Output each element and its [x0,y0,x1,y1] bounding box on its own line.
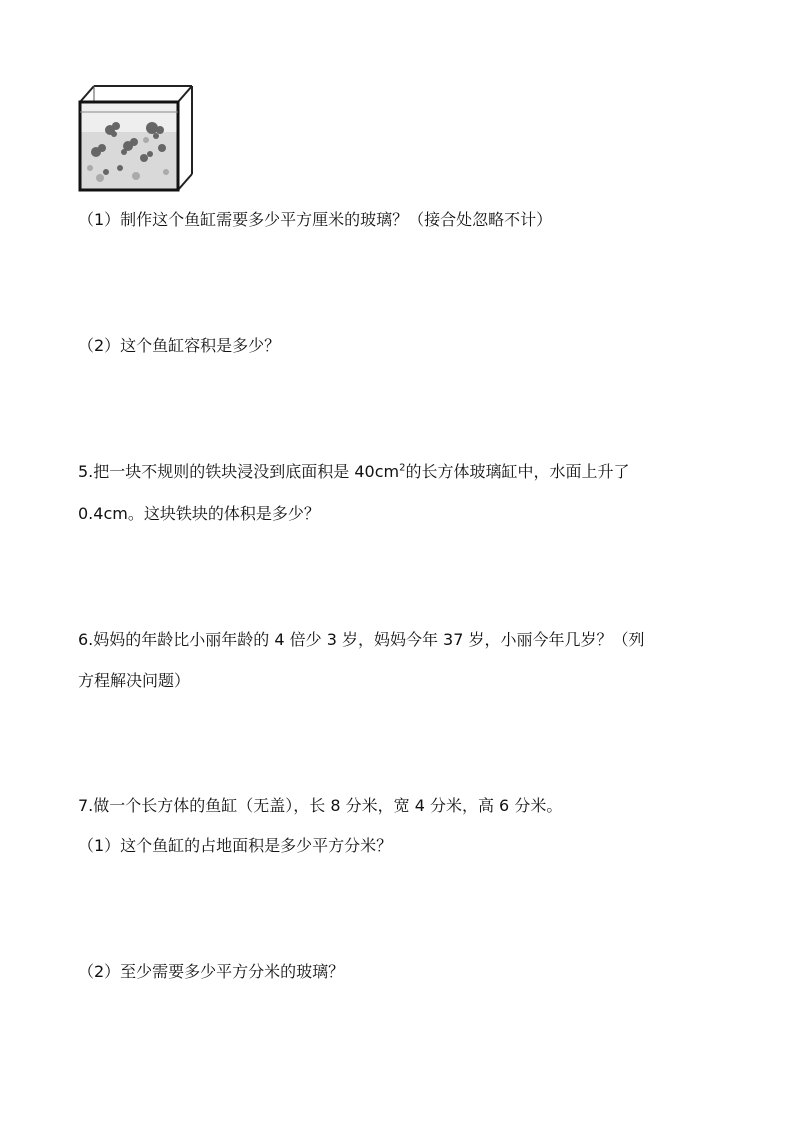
q7-stem: 7.做一个长方体的鱼缸（无盖），长 8 分米，宽 4 分米，高 6 分米。 [78,796,563,815]
q5-line2: 0.4cm。这块铁块的体积是多少？ [78,504,320,523]
q5-sup: 2 [399,462,406,474]
q5-line1-b: 的长方体玻璃缸中，水面上升了 [405,462,630,481]
q6-line2: 方程解决问题） [78,671,191,690]
q5-line1 [78,462,630,482]
q6-line1: 6.妈妈的年龄比小丽年龄的 4 倍少 3 岁，妈妈今年 37 岁，小丽今年几岁？（列 [78,630,645,649]
q5-line1-a: 5.把一块不规则的铁块浸没到底面积是 40cm [78,462,400,481]
q7-part1: （1）这个鱼缸的占地面积是多少平方分米？ [78,836,393,855]
q4-part2: （2）这个鱼缸容积是多少？ [78,336,281,355]
q7-part2: （2）至少需要多少平方分米的玻璃？ [78,962,345,981]
fish-tank-illustration [76,82,196,194]
q4-part1: （1）制作这个鱼缸需要多少平方厘米的玻璃？（接合处忽略不计） [78,210,553,229]
